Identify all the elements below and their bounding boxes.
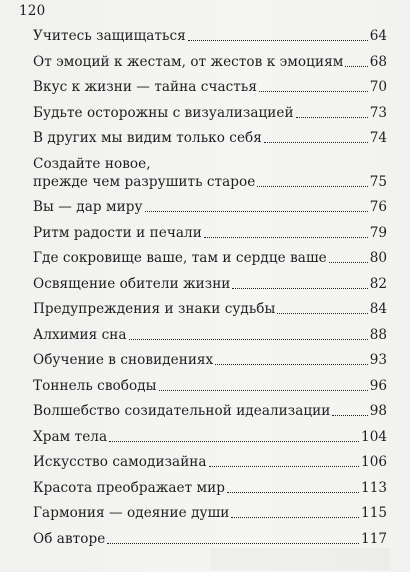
toc-dot-leader xyxy=(107,543,359,544)
toc-entry-page: 76 xyxy=(369,199,387,215)
toc-entry xyxy=(33,155,387,191)
toc-entry xyxy=(33,27,387,45)
toc-entry-page: 88 xyxy=(369,326,387,343)
toc-entry-title: Создайте новое, прежде чем разрушить старое xyxy=(33,155,256,190)
toc-entry-title: Искусство самодизайна xyxy=(33,454,207,470)
toc-entry-page: 96 xyxy=(369,377,387,394)
toc-entry-page: 68 xyxy=(369,53,387,70)
toc-entry-title: Вкус к жизни — тайна счастья xyxy=(33,79,257,95)
toc-entry-title: Освящение обители жизни xyxy=(33,275,231,292)
toc-entry xyxy=(33,453,387,471)
toc-entry xyxy=(33,351,387,369)
toc-entry-page: 104 xyxy=(361,428,387,445)
toc-entry-title: В других мы видим только себя xyxy=(33,130,262,146)
toc-entry xyxy=(33,249,387,267)
toc-dot-leader xyxy=(264,142,368,143)
toc-entry-title: Волшебство созидательной идеализации xyxy=(33,403,331,419)
toc-dot-leader xyxy=(159,390,368,391)
toc-entry xyxy=(33,300,387,318)
toc-entry-title: Алхимия сна xyxy=(33,326,127,343)
toc-entry-title: Гармония — одеяние души xyxy=(33,505,230,521)
toc-entry-title: Где сокровище ваше, там и сердце ваше xyxy=(33,250,327,266)
table-of-contents xyxy=(33,27,387,555)
toc-entry xyxy=(33,479,387,497)
toc-entry-page: 98 xyxy=(369,403,387,419)
toc-entry xyxy=(33,129,387,147)
toc-entry-page: 82 xyxy=(369,275,387,292)
toc-entry-page: 74 xyxy=(369,130,387,146)
toc-dot-leader xyxy=(109,441,359,442)
toc-entry xyxy=(33,530,387,548)
toc-dot-leader xyxy=(259,91,368,92)
toc-entry xyxy=(33,224,387,242)
toc-entry xyxy=(33,104,387,122)
toc-dot-leader xyxy=(215,364,367,365)
toc-entry xyxy=(33,402,387,420)
page-number: 120 xyxy=(19,3,46,19)
toc-entry-title: Ритм радости и печали xyxy=(33,224,202,241)
toc-entry xyxy=(33,504,387,522)
toc-entry-page: 106 xyxy=(361,454,387,470)
toc-entry xyxy=(33,326,387,344)
toc-dot-leader xyxy=(329,262,368,263)
toc-entry-title: Тоннель свободы xyxy=(33,377,157,394)
toc-entry-page: 115 xyxy=(361,505,387,521)
toc-entry xyxy=(33,198,387,216)
toc-entry xyxy=(33,275,387,293)
toc-entry xyxy=(33,377,387,395)
toc-entry-page: 117 xyxy=(361,530,387,547)
toc-dot-leader xyxy=(231,517,359,518)
toc-entry-page: 79 xyxy=(369,224,387,241)
toc-entry-title: Вы — дар миру xyxy=(33,199,143,215)
toc-dot-leader xyxy=(188,40,368,41)
toc-entry-page: 93 xyxy=(369,352,387,368)
toc-entry xyxy=(33,428,387,446)
toc-entry-page: 64 xyxy=(369,28,387,44)
toc-entry-page: 80 xyxy=(369,250,387,266)
toc-entry-title: Предупреждения и знаки судьбы xyxy=(33,301,276,317)
toc-entry-page: 70 xyxy=(369,79,387,95)
toc-dot-leader xyxy=(277,313,367,314)
toc-entry-title: Красота преображает мир xyxy=(33,479,226,496)
toc-entry-title: Об авторе xyxy=(33,530,106,547)
toc-entry-title: Храм тела xyxy=(33,428,108,445)
toc-dot-leader xyxy=(257,186,367,187)
toc-entry xyxy=(33,78,387,96)
toc-dot-leader xyxy=(332,415,367,416)
toc-dot-leader xyxy=(145,211,368,212)
toc-entry-page: 84 xyxy=(369,301,387,317)
paper-shadow xyxy=(210,548,390,570)
toc-dot-leader xyxy=(204,237,368,238)
toc-entry xyxy=(33,53,387,71)
toc-entry-title: Учитесь защищаться xyxy=(33,28,186,44)
toc-entry-page: 73 xyxy=(369,104,387,121)
toc-entry-title: Обучение в сновидениях xyxy=(33,352,214,368)
toc-entry-title: От эмоций к жестам, от жестов к эмоциям xyxy=(33,53,344,70)
toc-dot-leader xyxy=(209,466,359,467)
toc-entry-page: 75 xyxy=(369,173,387,190)
toc-dot-leader xyxy=(129,339,368,340)
toc-entry-page: 113 xyxy=(361,479,387,496)
toc-dot-leader xyxy=(296,117,368,118)
toc-entry-title: Будьте осторожны с визуализацией xyxy=(33,104,294,121)
toc-dot-leader xyxy=(345,66,367,67)
toc-dot-leader xyxy=(232,288,367,289)
toc-dot-leader xyxy=(227,492,359,493)
